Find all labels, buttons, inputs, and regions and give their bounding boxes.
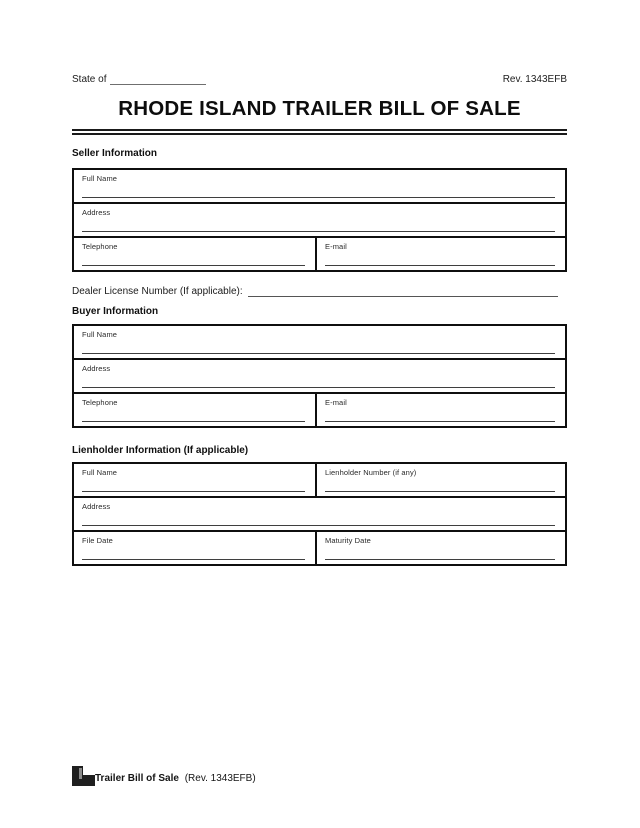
buyer-section-heading: Buyer Information [72,305,159,317]
lienholder-full-name-line[interactable] [82,491,305,492]
seller-full-name-line[interactable] [82,197,555,198]
revision-label: Rev. 1343EFB [502,74,567,85]
buyer-email-line[interactable] [325,421,555,422]
lienholder-maturity-date-cell [317,532,565,564]
buyer-telephone-label: Telephone [82,397,118,407]
buyer-email-label: E-mail [325,397,347,407]
seller-address-row [74,204,565,238]
seller-contact-row [74,238,565,270]
buyer-full-name-label: Full Name [82,329,118,339]
document-content [72,0,567,566]
buyer-address-row [74,360,565,394]
lienholder-section-heading: Lienholder Information (If applicable) [72,444,249,456]
lienholder-number-cell [317,464,565,496]
seller-section-heading: Seller Information [72,147,158,159]
lienholder-number-line[interactable] [325,491,555,492]
lienholder-maturity-date-label: Maturity Date [325,535,371,545]
seller-email-cell [317,238,565,270]
buyer-full-name-row [74,326,565,360]
lienholder-file-date-label: File Date [82,535,113,545]
title-divider [72,129,567,135]
state-of-label: State of [72,74,107,85]
seller-telephone-label: Telephone [82,241,118,251]
legal-templates-logo-icon [72,766,95,786]
buyer-full-name-line[interactable] [82,353,555,354]
seller-email-label: E-mail [325,241,347,251]
seller-address-label: Address [82,207,111,217]
buyer-contact-row [74,394,565,426]
state-of-blank-line[interactable] [110,74,206,85]
lienholder-file-date-cell [74,532,317,564]
buyer-telephone-cell [74,394,317,426]
meta-row [72,74,567,85]
dealer-license-row [72,285,567,297]
lienholder-maturity-date-line[interactable] [325,559,555,560]
lienholder-address-label: Address [82,501,111,511]
buyer-info-box [72,324,567,428]
dealer-license-blank-line[interactable] [248,285,558,297]
lienholder-address-row [74,498,565,532]
lienholder-dates-row [74,532,565,564]
footer [72,766,256,786]
lienholder-address-line[interactable] [82,525,555,526]
lienholder-file-date-line[interactable] [82,559,305,560]
footer-document-title: Trailer Bill of Sale [95,773,179,784]
footer-text [95,773,256,786]
state-of-group [72,74,206,85]
seller-telephone-cell [74,238,317,270]
buyer-email-cell [317,394,565,426]
seller-email-line[interactable] [325,265,555,266]
seller-info-box [72,168,567,272]
buyer-telephone-line[interactable] [82,421,305,422]
seller-address-line[interactable] [82,231,555,232]
page-title: RHODE ISLAND TRAILER BILL OF SALE [118,97,521,120]
lienholder-number-label: Lienholder Number (if any) [325,467,417,477]
lienholder-info-box [72,462,567,566]
seller-full-name-row [74,170,565,204]
buyer-address-line[interactable] [82,387,555,388]
seller-full-name-label: Full Name [82,173,118,183]
dealer-license-label: Dealer License Number (If applicable): [72,285,243,297]
lienholder-full-name-label: Full Name [82,467,118,477]
footer-revision: (Rev. 1343EFB) [184,773,256,784]
lienholder-name-number-row [74,464,565,498]
lienholder-full-name-cell [74,464,317,496]
buyer-address-label: Address [82,363,111,373]
seller-telephone-line[interactable] [82,265,305,266]
